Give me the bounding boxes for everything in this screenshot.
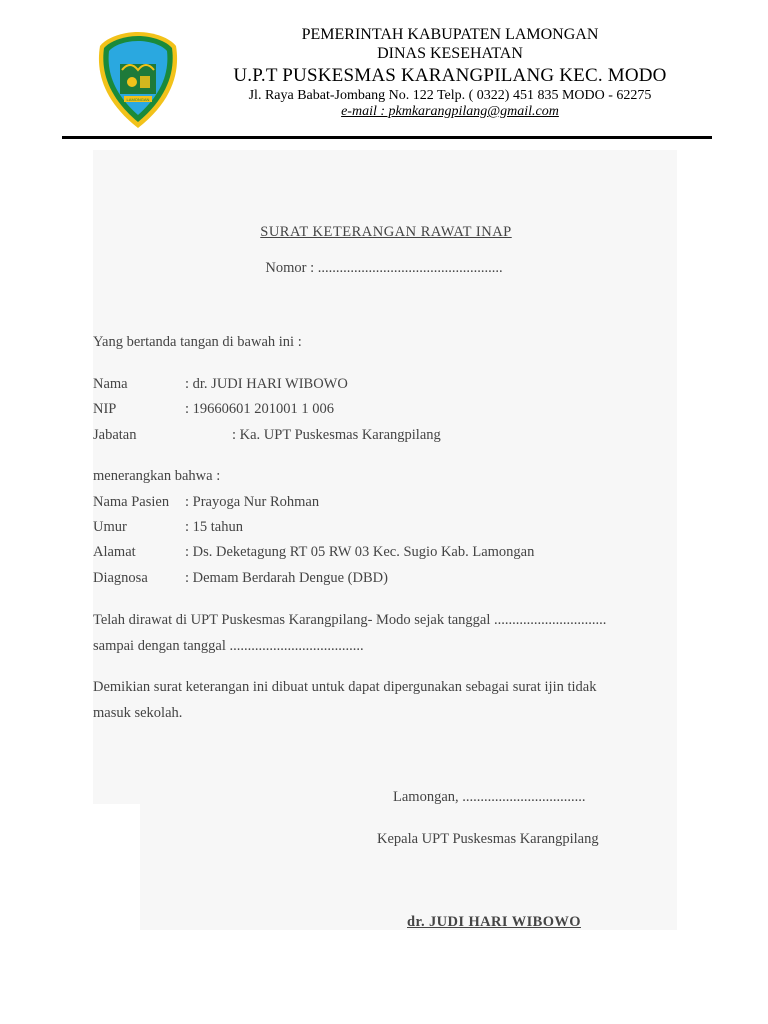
- signer-nip-label: NIP: [93, 401, 117, 417]
- patient-age-label: Umur: [93, 519, 127, 535]
- patient-address-label: Alamat: [93, 544, 136, 560]
- letterhead-government: PEMERINTAH KABUPATEN LAMONGAN: [301, 26, 599, 43]
- patient-name-label: Nama Pasien: [93, 494, 170, 510]
- letterhead-institution: U.P.T PUSKESMAS KARANGPILANG KEC. MODO: [233, 65, 667, 86]
- signer-nip-value: : 19660601 201001 1 006: [185, 401, 335, 417]
- patient-name-value: : Prayoga Nur Rohman: [185, 494, 320, 510]
- patient-diagnosis-value: : Demam Berdarah Dengue (DBD): [185, 570, 388, 586]
- signatory-name: dr. JUDI HARI WIBOWO: [407, 914, 581, 930]
- letterhead-department: DINAS KESEHATAN: [377, 45, 523, 62]
- document-body-panel-lower: [140, 804, 677, 930]
- letterhead-address: Jl. Raya Babat-Jombang No. 122 Telp. ( 0322) 451 835 MODO - 62275: [248, 88, 652, 103]
- document-number: Nomor : ...................................................: [265, 260, 503, 276]
- patient-address-value: : Ds. Deketagung RT 05 RW 03 Kec. Sugio Kab. Lamongan: [185, 544, 535, 560]
- logo-banner-text: LAMONGAN: [126, 97, 150, 102]
- treated-text-line1: Telah dirawat di UPT Puskesmas Karangpilang- Modo sejak tanggal ...............................: [93, 612, 607, 628]
- patient-diagnosis-label: Diagnosa: [93, 570, 148, 586]
- place-date: Lamongan, ..................................: [393, 789, 586, 805]
- signer-position-value: : Ka. UPT Puskesmas Karangpilang: [232, 427, 441, 443]
- signer-name-label: Nama: [93, 376, 128, 392]
- closing-text-line2: masuk sekolah.: [93, 705, 183, 721]
- document-title: SURAT KETERANGAN RAWAT INAP: [260, 224, 512, 240]
- letterhead-divider: [62, 136, 712, 139]
- signatory-title: Kepala UPT Puskesmas Karangpilang: [377, 831, 599, 847]
- closing-text-line1: Demikian surat keterangan ini dibuat untuk dapat dipergunakan sebagai surat ijin tidak: [93, 679, 597, 695]
- signer-position-label: Jabatan: [93, 427, 137, 443]
- patient-age-value: : 15 tahun: [185, 519, 243, 535]
- intro-text: Yang bertanda tangan di bawah ini :: [93, 334, 302, 350]
- signer-name-value: : dr. JUDI HARI WIBOWO: [185, 376, 348, 392]
- treated-text-line2: sampai dengan tanggal .....................................: [93, 638, 364, 654]
- lamongan-regency-logo: [96, 30, 180, 130]
- letterhead-email: e-mail : pkmkarangpilang@gmail.com: [341, 104, 559, 119]
- states-text: menerangkan bahwa :: [93, 468, 221, 484]
